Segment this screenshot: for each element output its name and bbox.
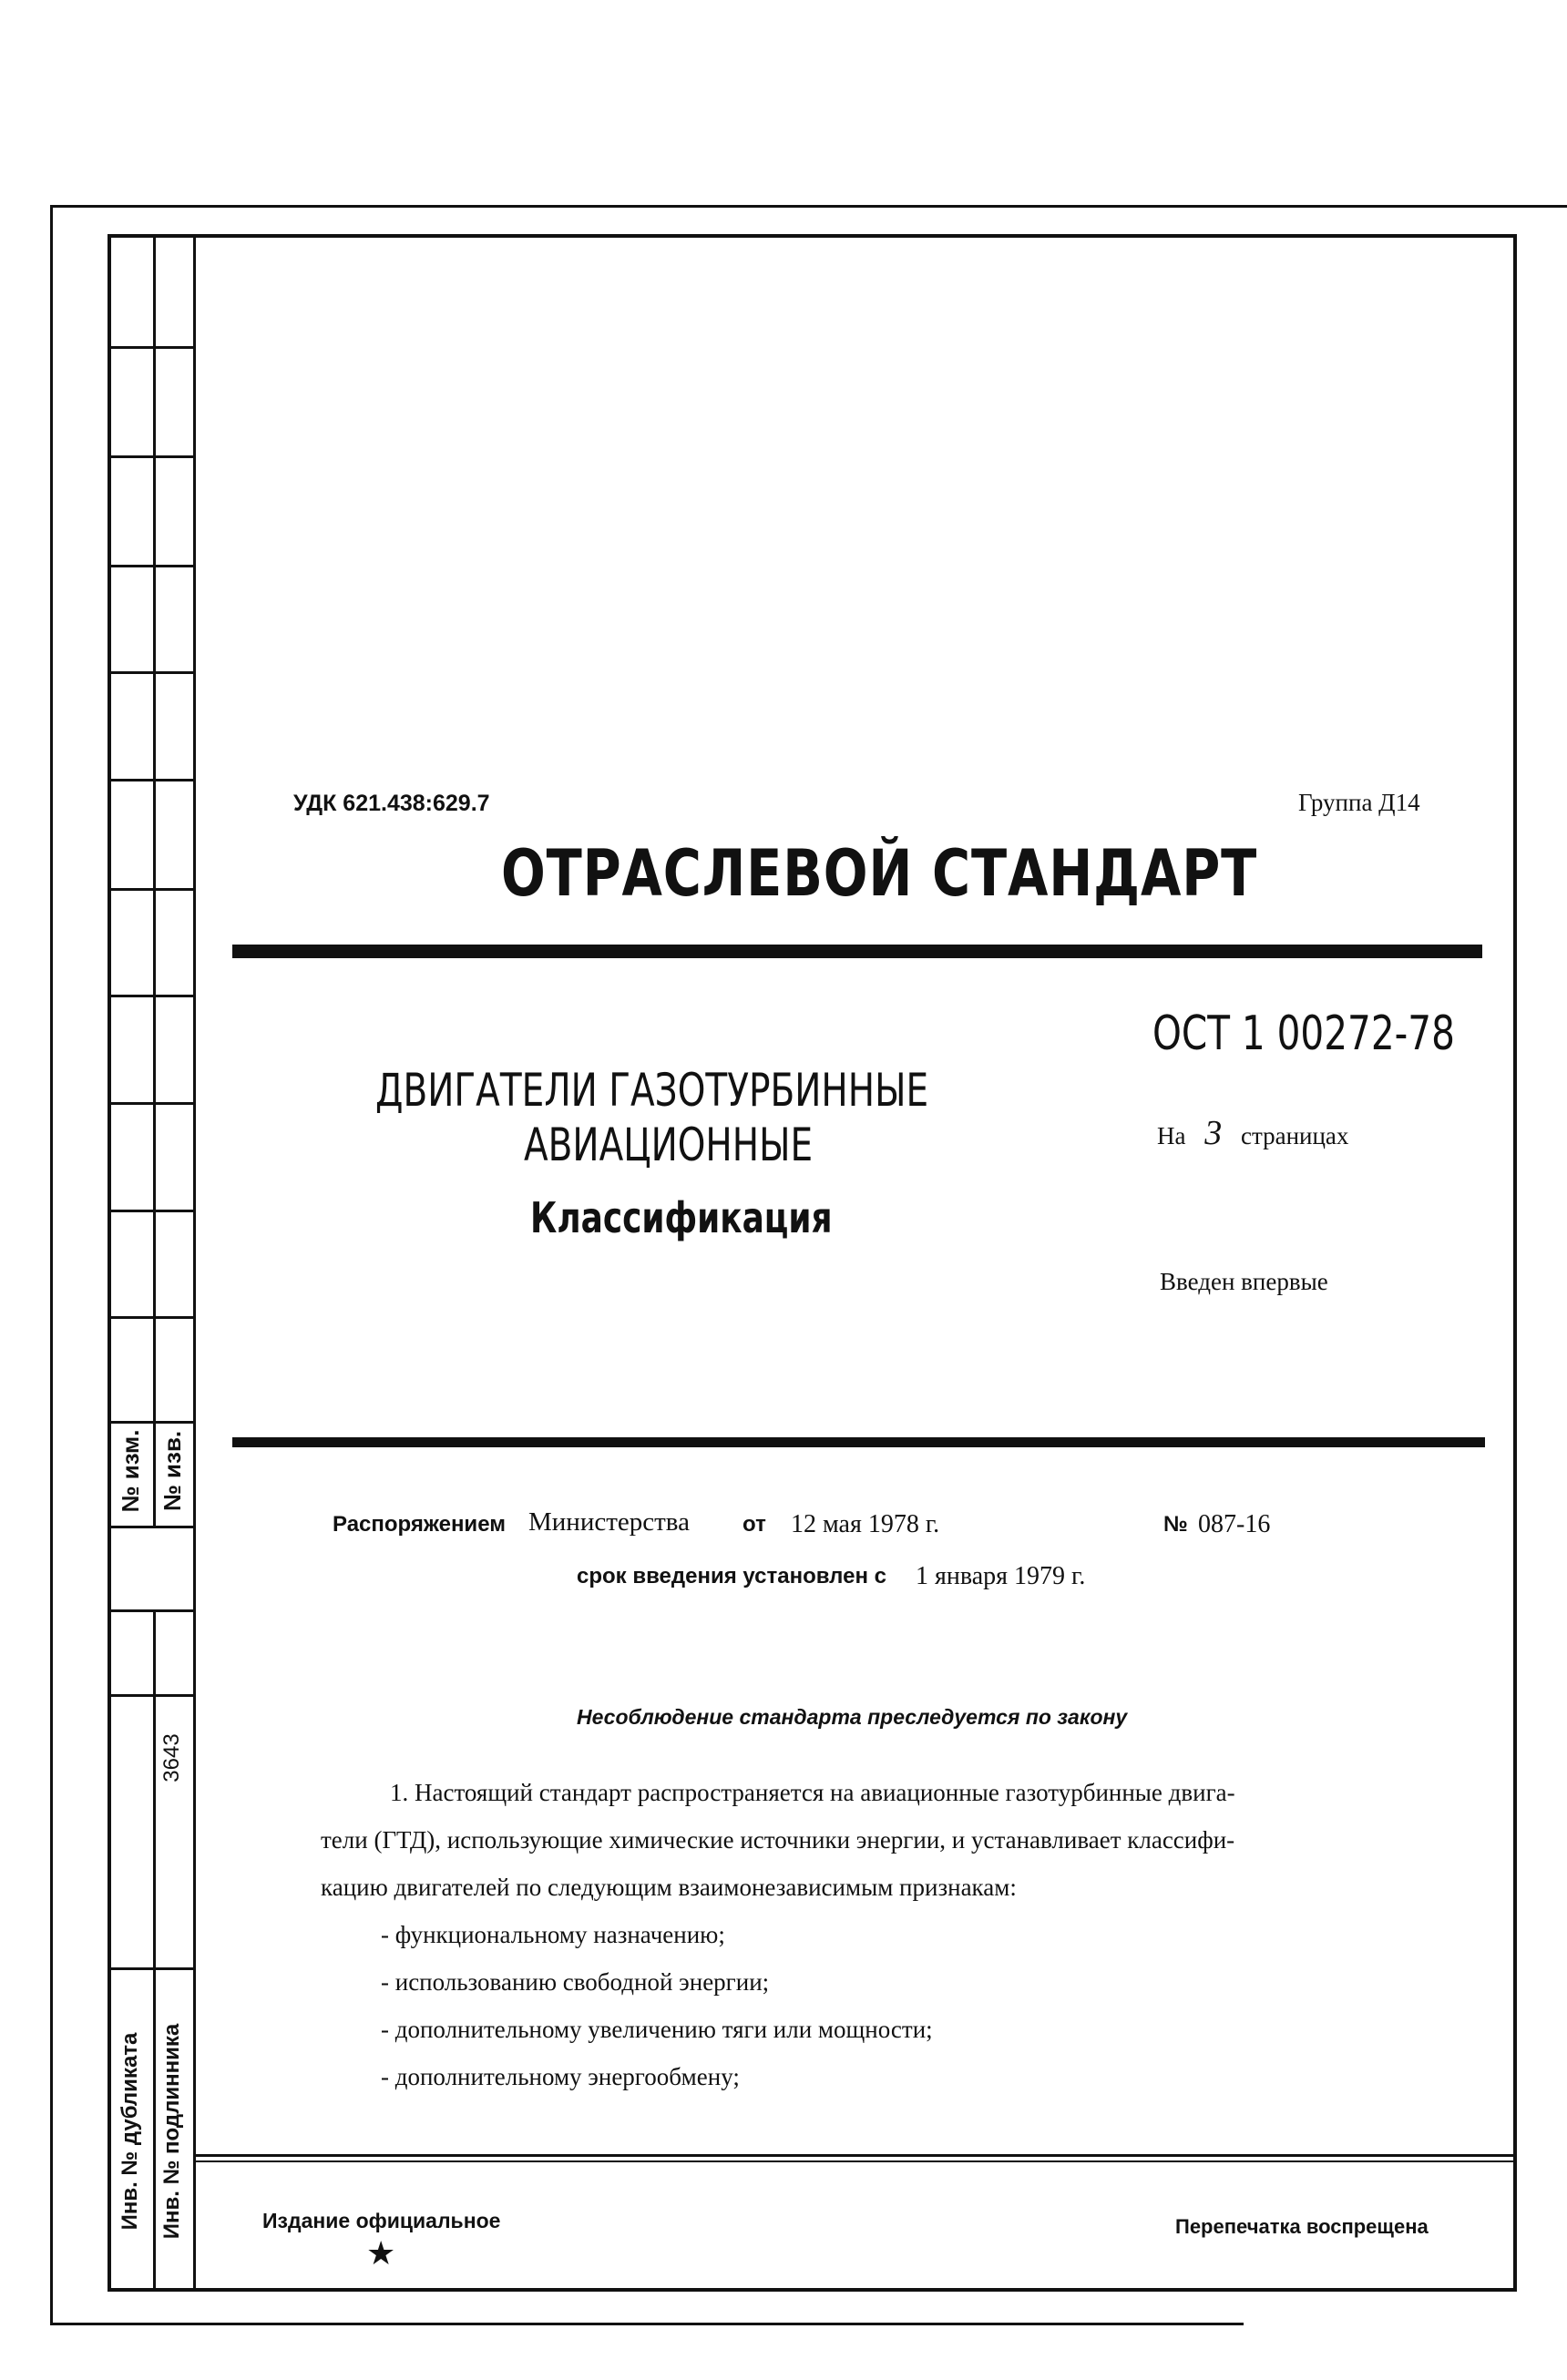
notice-number-label: № изв. <box>159 1430 186 1512</box>
side-cell-line <box>108 1210 195 1212</box>
order-from: от <box>743 1512 766 1537</box>
legal-warning: Несоблюдение стандарта преследуется по закону <box>577 1705 1128 1729</box>
inner-frame-left <box>108 234 111 2291</box>
introduced-note: Введен впервые <box>1160 1268 1328 1295</box>
list-item: - функциональному назначению; <box>381 1921 725 1948</box>
order-number: 087-16 <box>1198 1510 1271 1538</box>
side-cell-line <box>108 1526 195 1528</box>
title-rule-top <box>232 945 1482 958</box>
inner-frame-bottom <box>108 2288 1517 2292</box>
star-icon: ★ <box>366 2235 396 2272</box>
inner-frame-right <box>1513 234 1517 2291</box>
side-cell-line <box>108 1316 195 1319</box>
paragraph-line-2: тели (ГТД), использующие химические источники энергии, и устанавливает классифи- <box>321 1826 1235 1854</box>
side-cell-line <box>108 455 195 458</box>
udk-code: УДК 621.438:629.7 <box>293 791 490 816</box>
paragraph-line-1: 1. Настоящий стандарт распространяется на авиационные газотурбинные двига- <box>390 1779 1235 1806</box>
page-count-suffix: страницах <box>1240 1122 1349 1149</box>
inventory-number: 3643 <box>159 1733 184 1782</box>
order-ministry: Министерства <box>528 1507 690 1537</box>
title-rule-bottom <box>232 1437 1485 1447</box>
paragraph-line-3: кацию двигателей по следующим взаимонезависимым признакам: <box>321 1874 1017 1901</box>
outer-frame-left <box>50 205 53 2325</box>
side-cell-line <box>108 346 195 349</box>
side-cell-line <box>108 1609 195 1612</box>
subject-line-2: АВИАЦИОННЫЕ <box>524 1118 814 1171</box>
main-title: ОТРАСЛЕВОЙ СТАНДАРТ <box>501 836 1258 911</box>
inner-frame-top <box>108 234 1517 238</box>
outer-frame-bottom <box>50 2323 1244 2325</box>
side-strip-divider-1 <box>153 234 156 1527</box>
side-cell-line <box>108 671 195 674</box>
side-cell-line <box>108 1102 195 1105</box>
subject-line-3: Классификация <box>530 1193 833 1242</box>
side-cell-line <box>108 1967 195 1970</box>
original-inventory-label: Инв. № подлинника <box>159 2023 184 2240</box>
term-label: срок введения установлен с <box>577 1564 886 1588</box>
outer-frame-top <box>50 205 1567 208</box>
page-count-prefix: На <box>1157 1122 1186 1149</box>
list-item: - использованию свободной энергии; <box>381 1968 770 1996</box>
order-number-sign: № <box>1163 1512 1188 1537</box>
side-cell-line <box>108 565 195 567</box>
side-strip-divider-2 <box>193 234 196 2291</box>
change-number-label: № изм. <box>117 1429 144 1513</box>
footer-rule <box>195 2154 1517 2157</box>
duplicate-inventory-label: Инв. № дубликата <box>118 2032 142 2231</box>
subject-line-1: ДВИГАТЕЛИ ГАЗОТУРБИННЫЕ <box>375 1064 929 1117</box>
order-date: 12 мая 1978 г. <box>791 1510 940 1538</box>
standard-number: ОСТ 1 00272-78 <box>1152 1006 1455 1061</box>
term-date: 1 января 1979 г. <box>916 1562 1086 1590</box>
footer-rule-inner <box>195 2160 1517 2162</box>
page-count-line <box>1157 1113 1348 1153</box>
official-edition-label: Издание официальное <box>262 2209 501 2232</box>
reprint-prohibited-label: Перепечатка воспрещена <box>1175 2215 1429 2238</box>
order-label: Распоряжением <box>333 1512 506 1537</box>
list-item: - дополнительному увеличению тяги или мощности; <box>381 2016 933 2043</box>
side-cell-line <box>108 888 195 891</box>
side-cell-line <box>108 779 195 781</box>
group-code: Группа Д14 <box>1298 789 1420 816</box>
side-cell-line <box>108 995 195 997</box>
side-cell-line <box>108 1694 195 1697</box>
list-item: - дополнительному энергообмену; <box>381 2063 740 2090</box>
page-count-value: 3 <box>1204 1114 1223 1152</box>
